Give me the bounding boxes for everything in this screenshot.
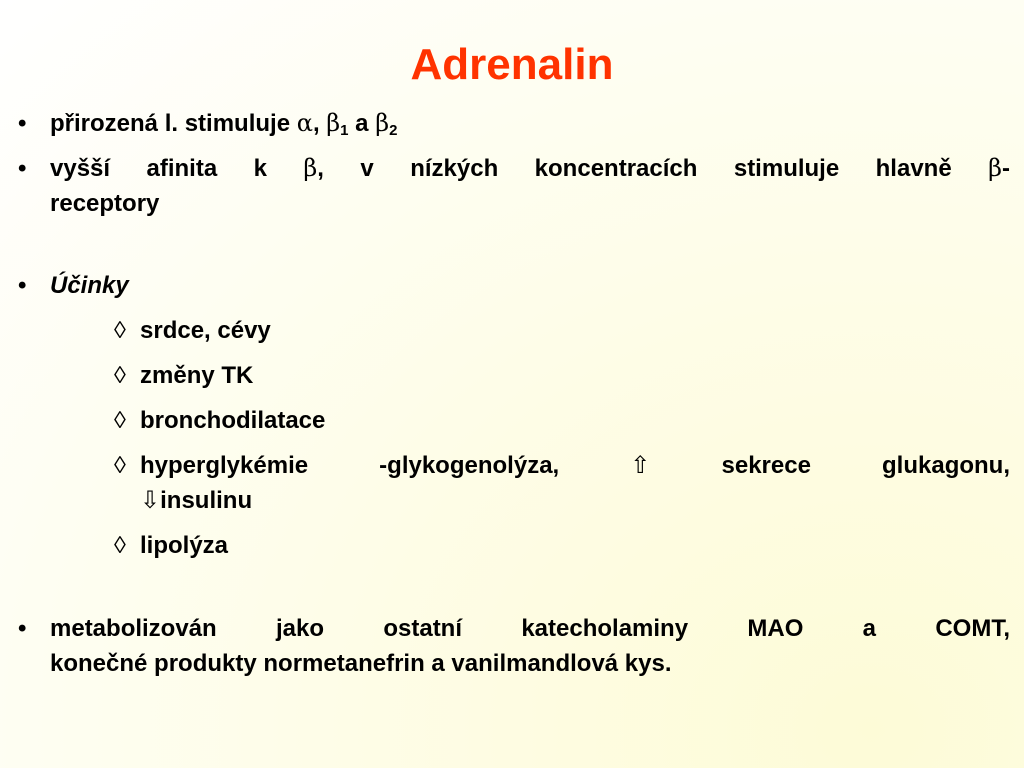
bullet-item-metabolism (0, 611, 1024, 681)
bullet-item-affinity (0, 151, 1024, 221)
slide-title: Adrenalin (410, 40, 614, 89)
diamond-icon: ◊ (114, 452, 126, 479)
bullet-icon: • (18, 272, 27, 299)
diamond-icon: ◊ (114, 362, 126, 389)
alpha-symbol: α (296, 109, 313, 137)
bullet-icon: • (18, 615, 27, 642)
effect-item: ◊ lipolýza (0, 528, 1024, 563)
beta-symbol: β (375, 109, 390, 137)
bullet-text: vyšší afinita k β, v nízkých koncentracích stimuluje hlavně β- receptory (50, 154, 1010, 217)
diamond-icon: ◊ (114, 532, 126, 559)
effect-item: ◊ srdce, cévy (0, 313, 1024, 348)
bullet-icon: • (18, 155, 27, 182)
bullet-item-stimulation (0, 106, 1024, 141)
bullet-text: metabolizován jako ostatní katecholaminy MAO a COMT, konečné produkty normetanefrin a vanilmandlová kys. (50, 615, 1010, 677)
beta-symbol: β (326, 109, 341, 137)
effect-item: ◊ změny TK (0, 358, 1024, 393)
up-arrow-icon: ⇧ (630, 451, 651, 479)
effects-heading: Účinky (50, 272, 129, 299)
effect-item: ◊ hyperglykémie -glykogenolýza, ⇧ sekrece glukagonu, ⇩insulinu (0, 448, 1024, 518)
bullet-item-effects (0, 268, 1024, 303)
diamond-icon: ◊ (114, 407, 126, 434)
bullet-text: přirozená l. stimuluje α, $\beta_1$ a $\beta_2$ (50, 109, 398, 139)
effect-item: ◊ bronchodilatace (0, 403, 1024, 438)
beta-symbol: β (303, 154, 318, 182)
bullet-icon: • (18, 110, 27, 137)
down-arrow-icon: ⇩ (140, 486, 161, 514)
diamond-icon: ◊ (114, 317, 126, 344)
beta-symbol: β (988, 154, 1002, 182)
slide-content (0, 106, 1024, 681)
